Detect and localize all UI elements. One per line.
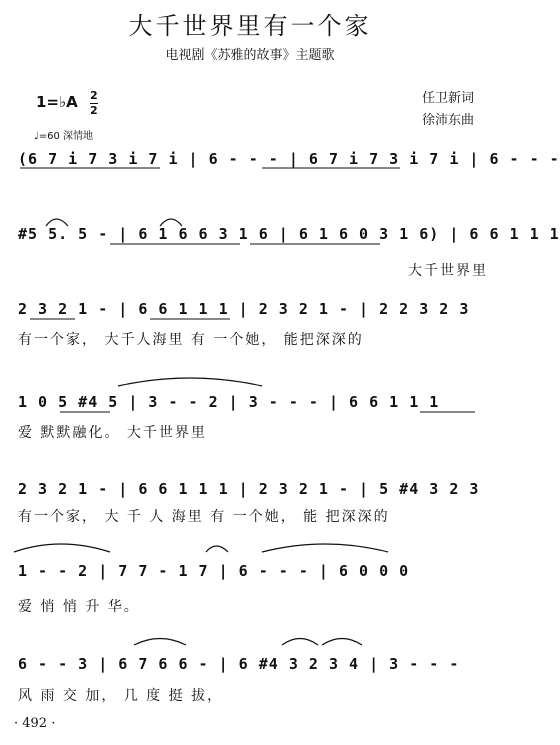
page-number: · 492 · — [14, 716, 56, 731]
slur — [282, 639, 318, 646]
lyrics-row-7: 风 雨 交 加， 几 度 挺 拔， — [18, 688, 224, 704]
notation-row-3: 2 3 2 1 - | 6 6 1 1 1 | 2 3 2 1 - | 2 2 3 2 3 — [18, 300, 470, 318]
meter-top: 2 — [90, 89, 98, 102]
notation-row-5: 2 3 2 1 - | 6 6 1 1 1 | 2 3 2 1 - | 5 #4 3 2 3 — [18, 480, 480, 498]
meter-bottom: 2 — [90, 104, 98, 117]
lyrics-row-6: 爱 悄 悄 升 华。 — [18, 599, 140, 615]
lyrics-row-3: 有一个家， 大千人海里 有 一个她， 能把深深的 — [18, 332, 364, 348]
lyrics-row-4: 爱 默默融化。 大千世界里 — [18, 425, 207, 441]
credits — [422, 88, 474, 132]
song-subtitle: 电视剧《苏雅的故事》主题歌 — [165, 48, 335, 63]
composer: 徐沛东曲 — [421, 113, 474, 128]
song-title: 大千世界里有一个家 — [128, 12, 372, 40]
slur — [262, 544, 388, 552]
notation-row-7: 6 - - 3 | 6 7 6 6 - | 6 #4 3 2 3 4 | 3 - - - — [18, 655, 460, 673]
time-signature — [90, 90, 98, 117]
notation-row-2: #5 5. 5 - | 6 1 6 6 3 1 6 | 6 1 6 0 3 1 6) | 6 6 1 1 1 — [18, 225, 560, 243]
notation-row-1: (6 7 i 7 3 i 7 i | 6 - - - | 6 7 i 7 3 i 7 i | 6 - - - — [18, 150, 560, 168]
notation-row-4: 1 0 5 #4 5 | 3 - - 2 | 3 - - - | 6 6 1 1 1 — [18, 393, 440, 411]
lyricist: 任卫新词 — [421, 91, 474, 106]
tempo-marking: ♩=60 深情地 — [34, 131, 93, 142]
slur — [14, 544, 110, 552]
slur — [322, 639, 362, 646]
key-signature: 1=♭A — [36, 93, 78, 111]
lyrics-row-2: 大千世界里 — [408, 263, 488, 279]
slur — [134, 639, 186, 646]
lyrics-row-5: 有一个家， 大 千 人 海里 有 一个她， 能 把深深的 — [18, 509, 390, 525]
notation-row-6: 1 - - 2 | 7 7 - 1 7 | 6 - - - | 6 0 0 0 — [18, 562, 410, 580]
slur — [206, 546, 228, 552]
slur — [118, 378, 262, 386]
